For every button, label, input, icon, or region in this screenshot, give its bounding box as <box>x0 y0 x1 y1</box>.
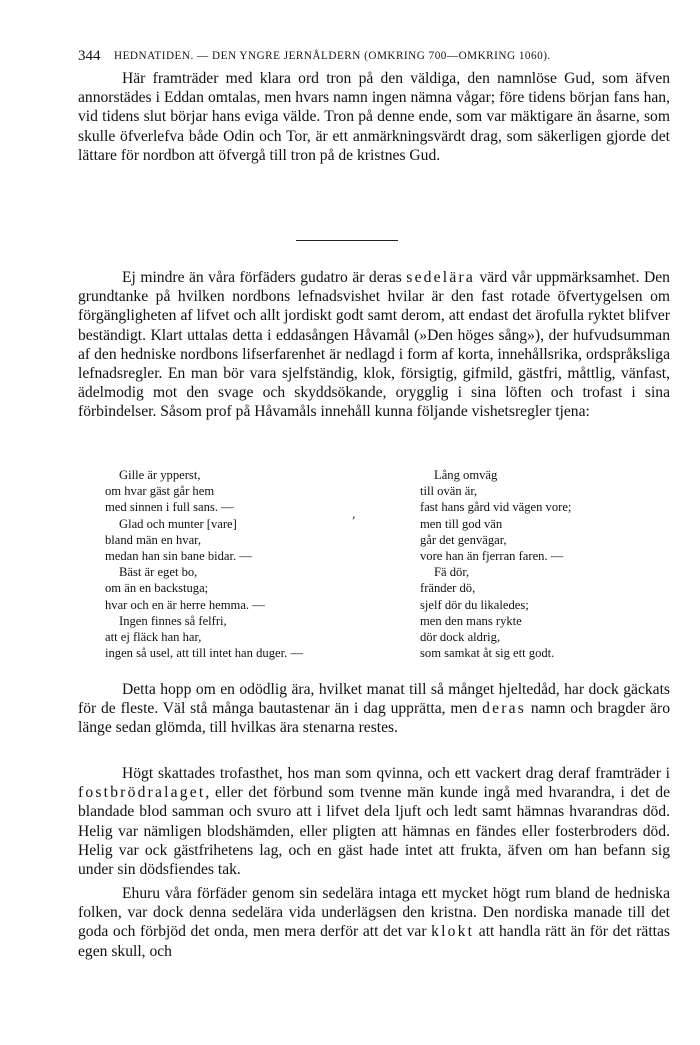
verse-line: men till god vän <box>420 516 503 531</box>
running-title: HEDNATIDEN. — DEN YNGRE JERNÅLDERN (OMKRING 700—OMKRING 1060). <box>114 50 551 62</box>
verse-line: som samkat åt sig ett godt. <box>420 646 555 661</box>
running-header <box>78 48 668 68</box>
verse-line: vore han än fjerran faren. — <box>420 549 564 564</box>
verse-column-left <box>105 467 303 661</box>
verse-line: medan han sin bane bidar. — <box>105 549 252 564</box>
verse-line: men den mans rykte <box>420 613 522 628</box>
verse-line: Lång omväg <box>434 468 498 482</box>
verse-line: bland män en hvar, <box>105 532 202 547</box>
spaced-emphasis: fostbrödralaget <box>78 784 206 802</box>
text-run: , eller det förbund som tvenne män kunde ingå med hvarandra, i det de blandade blod samman och svuro att i lifvet dela ljuft och ledt samt hämnas hvarandras död. Helig var nämligen blodshämden, eller pligten att hämnas en fändes eller fosterbroders död. Helig var ock gästfrihetens lag, och en gäst hade intet att frukta, äfven om han befann sig under sin dödsfiendes tak. <box>78 784 670 879</box>
verse-line: Fä dör, <box>434 565 470 580</box>
verse-line: går det genvägar, <box>420 532 507 547</box>
text-run: namn och bragder äro länge sedan glömda, till hvilkas ära stenarna restes. <box>78 700 670 737</box>
text-run: värd vår uppmärksamhet. Den grundtanke på hvilken nordbons lefnadsvishet hvilar är den fast rotade öfvertygelsen om förgängligheten af lifvet och allt jordiskt godt samt derom, att endast det ärofulla ryktet blifver beständigt. Klart uttalas detta i eddasången Håvamål (»Den höges sång»), der hufvudsumman af den hedniske nordbons lifserfarenhet är nedlagd i form af korta, innehållsrika, ordspråksliga lefnadsregler. En man bör vara sjelfständig, klok, försigtig, gifmild, gästfri, måttlig, vänfast, ädelmodig mot den svage och skyddsökande, orygglig i sina löften och trofast i sina förbindelser. Såsom prof på Håvamåls innehåll kunna följande vishetsregler tjena: <box>78 269 670 421</box>
paragraph-comparison-christian <box>78 884 670 961</box>
section-divider <box>296 240 398 241</box>
verse-line: fränder dö, <box>420 581 476 596</box>
verse-line: Ingen finnes så felfri, <box>119 613 227 628</box>
verse-line: med sinnen i full sans. — <box>105 500 234 515</box>
text-run: Ehuru våra förfäder genom sin sedelära intaga ett mycket högt rum bland de hedniska folken, var dock denna sedelära vida underlägsen den kristna. Den nordiska manade till det goda och förbjöd det onda, men mera derför att det var <box>78 885 670 941</box>
verse-line: sjelf dör du likaledes; <box>420 597 529 612</box>
verse-line: fast hans gård vid vägen vore; <box>420 500 572 515</box>
page-number: 344 <box>78 48 101 64</box>
verse-mark: , <box>352 507 356 521</box>
verse-line: Gille är ypperst, <box>119 468 201 482</box>
text-run: Detta hopp om en odödlig ära, hvilket manat till så månget hjeltedåd, har dock gäckats för de fleste. Väl stå många bautastenar än i dag upprätta, men <box>78 681 670 718</box>
spaced-emphasis: sedelära <box>406 269 475 286</box>
verse-line: Bäst är eget bo, <box>119 565 198 580</box>
verse-line: dör dock aldrig, <box>420 630 501 645</box>
verse-line: hvar och en är herre hemma. — <box>105 597 265 612</box>
text-run: Ej mindre än våra förfäders gudatro är deras <box>122 269 407 286</box>
paragraph-immortal-fame <box>78 680 670 738</box>
text-run: att handla rätt än för det rättas egen skull, och <box>78 923 670 960</box>
verse-line: ingen så usel, att till intet han duger. — <box>105 646 303 661</box>
verse-line: om än en backstuga; <box>105 581 209 596</box>
paragraph-nameless-god: Här framträder med klara ord tron på den väldiga, den namnlöse Gud, som äfven annorstädes i Eddan omtalas, men hvars namn ingen nämna vågar; före tidens början fans han, vid tidens slut börjar hans eviga välde. Tron på denne ende, som var mäktigare än åsarne, som skulle öfverlefva både Odin och Tor, är ett anmärkningsvärdt drag, som säkerligen gjorde det lättare för nordbon att öfvergå till tron på de kristnes Gud. <box>78 70 670 164</box>
paragraph-fosterbrotherhood <box>78 764 670 879</box>
verse-line: Glad och munter [vare] <box>119 516 237 531</box>
verse-line: att ej fläck han har, <box>105 630 202 645</box>
verse-line: till ovän är, <box>420 484 478 499</box>
spaced-emphasis: deras <box>482 700 526 718</box>
spaced-emphasis: klokt <box>431 923 475 941</box>
text-run: Högt skattades trofasthet, hos man som qvinna, och ett vackert drag deraf framträder i <box>122 765 670 782</box>
paragraph-moral-teaching <box>78 268 670 422</box>
verse-line: om hvar gäst går hem <box>105 484 215 499</box>
verse-column-right <box>420 467 571 661</box>
